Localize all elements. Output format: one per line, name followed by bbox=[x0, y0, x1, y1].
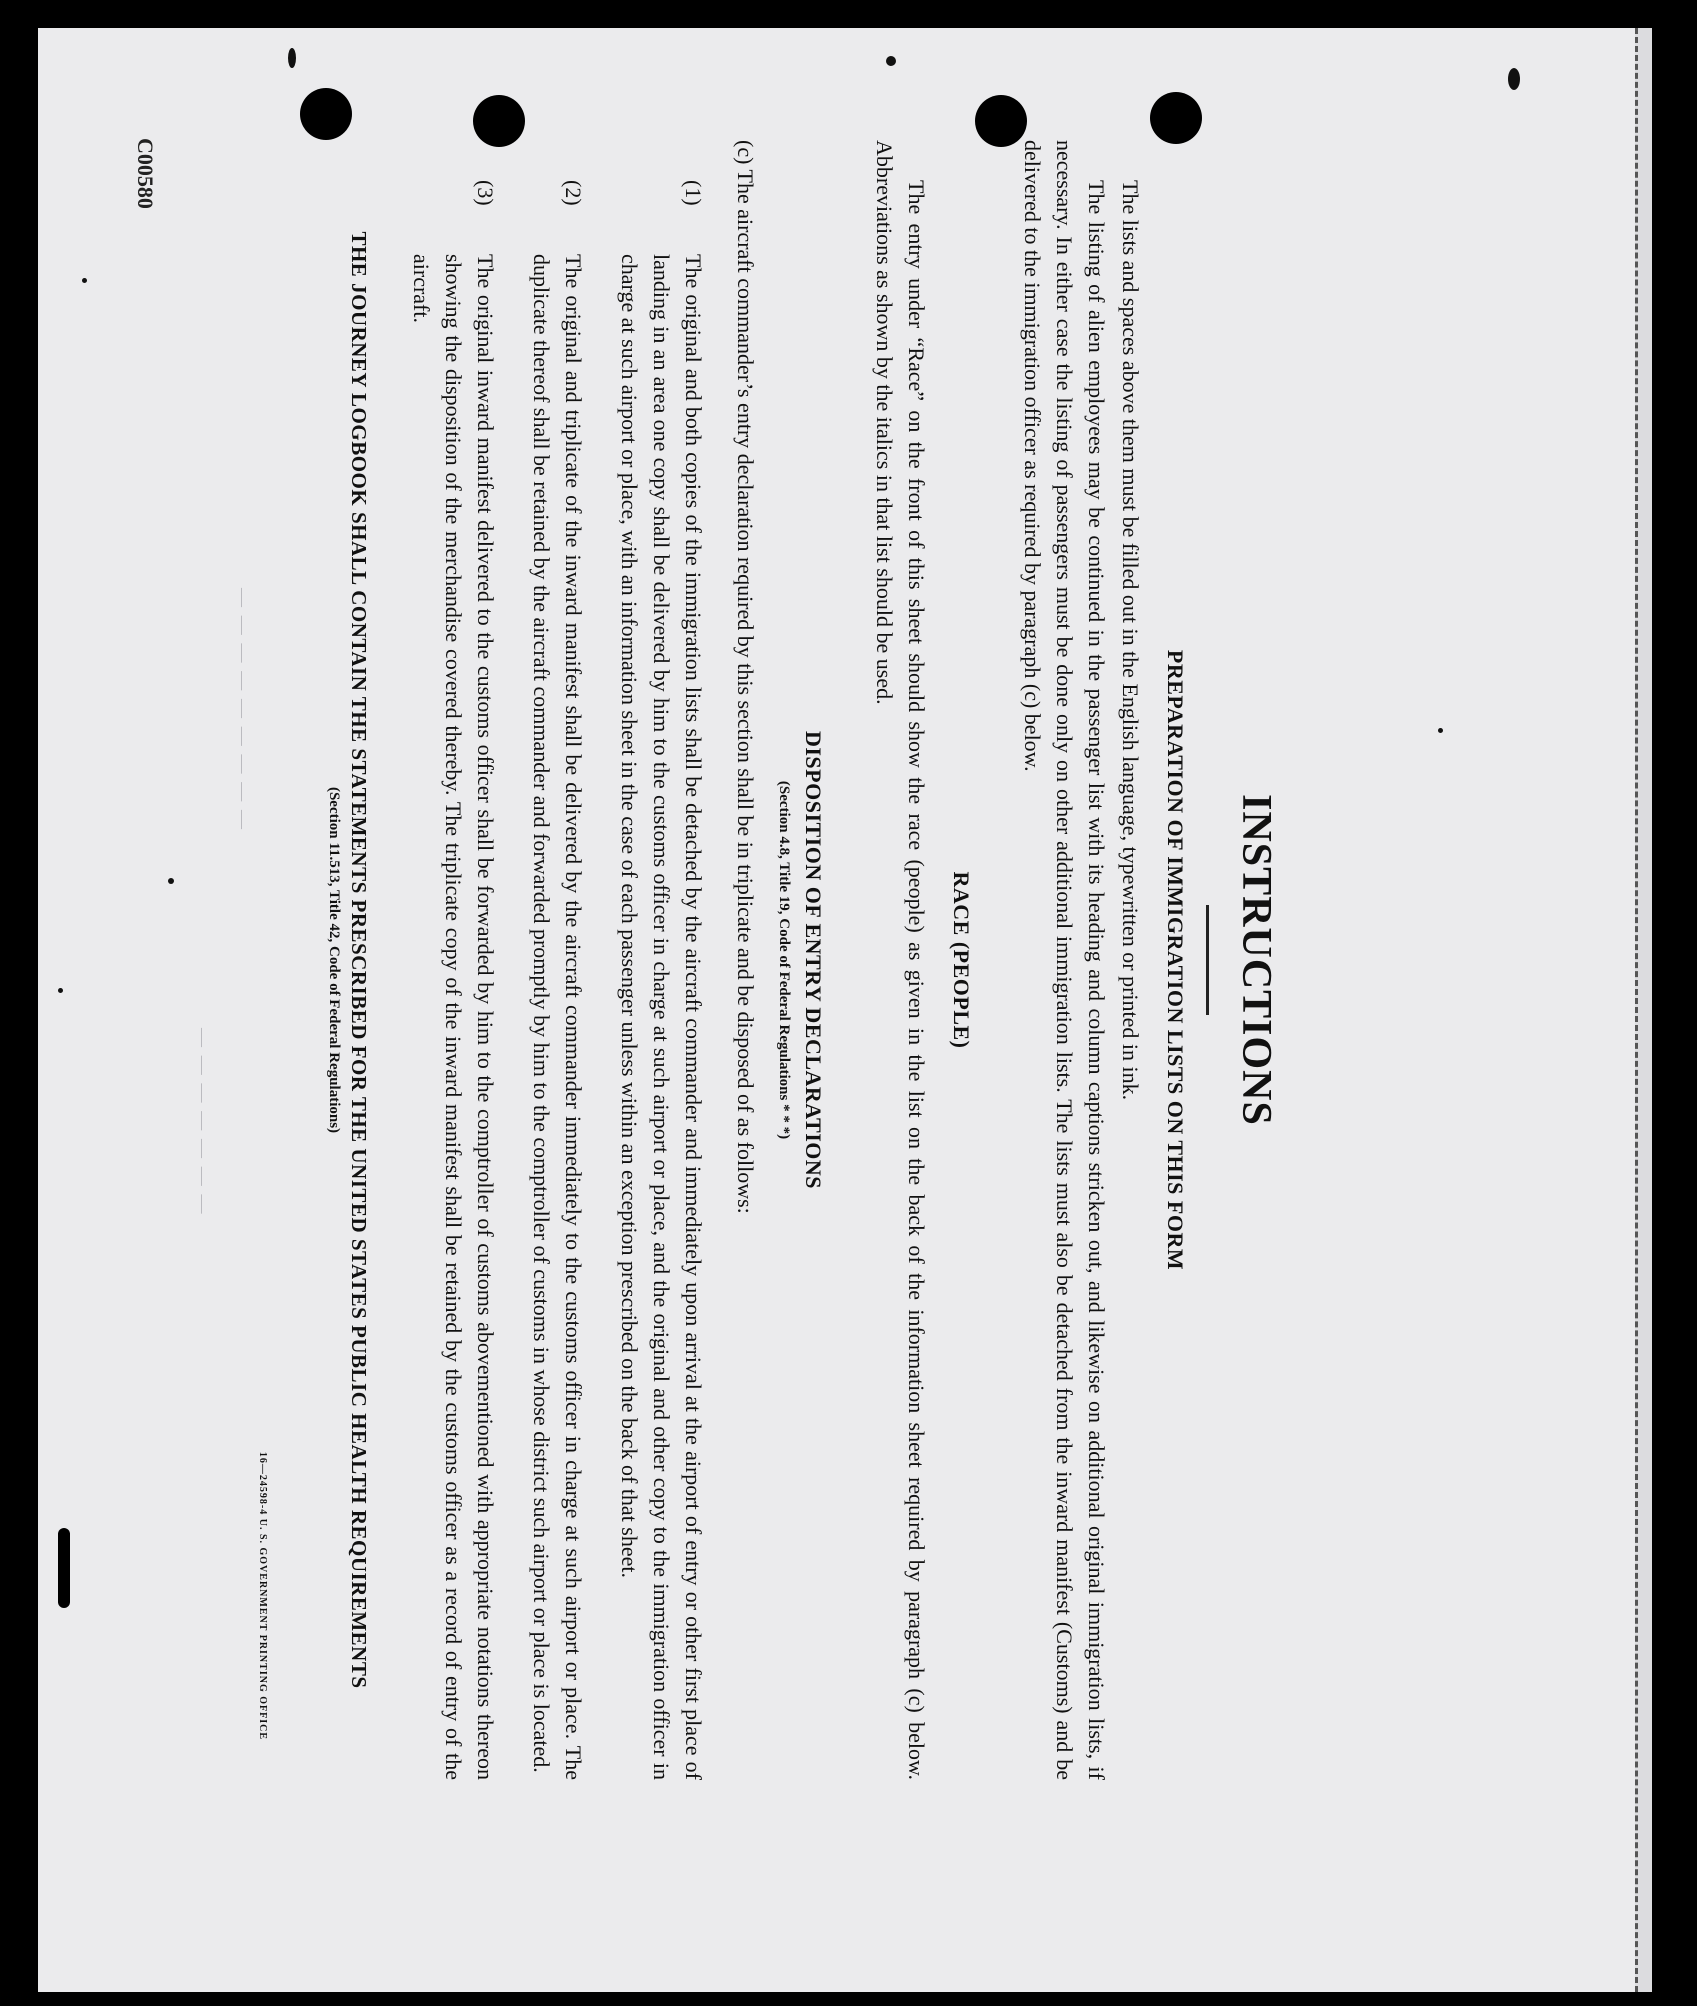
item-number: (2) bbox=[561, 180, 586, 206]
logbook-citation: (Section 11.513, Title 42, Code of Federal Regulations) bbox=[326, 786, 342, 1134]
speck bbox=[1508, 68, 1520, 90]
item-number: (1) bbox=[681, 180, 706, 206]
punch-hole bbox=[300, 88, 352, 140]
speck bbox=[168, 878, 174, 884]
item-number: (3) bbox=[473, 180, 498, 206]
section-heading-race: RACE (PEOPLE) bbox=[949, 871, 974, 1049]
prep-paragraph-1: The lists and spaces above them must be filled out in the English language, typewritten or printed in ink. bbox=[1118, 180, 1143, 1101]
speck bbox=[58, 988, 63, 993]
speck bbox=[288, 48, 296, 68]
race-paragraph: The entry under “Race” on the front of this sheet should show the race (people) as given in the list on the back of the information sheet required by paragraph (c) below. Abbreviations as shown by the italics in that list should be used. bbox=[872, 140, 929, 1780]
speck bbox=[886, 56, 896, 66]
disposition-intro: (c) The aircraft commander’s entry declaration required by this section shall be in triplicate and be disposed of as follows: bbox=[733, 140, 758, 1214]
item-text: The original and triplicate of the inward manifest shall be delivered by the aircraft commander immediately to the customs officer in charge at such airport or place. The duplicate thereof shall be retained by the aircraft commander and forwarded promptly by him to the comptroller of customs in whose district such airport or place is located. bbox=[529, 254, 586, 1780]
section-heading-disposition: DISPOSITION OF ENTRY DECLARATIONS bbox=[801, 730, 826, 1190]
disposition-item bbox=[525, 140, 589, 1780]
section-heading-prep: PREPARATION OF IMMIGRATION LISTS ON THIS FORM bbox=[1163, 649, 1188, 1271]
speck bbox=[82, 278, 87, 283]
perforated-edge bbox=[1635, 28, 1652, 1992]
margin-mark bbox=[58, 1528, 70, 1608]
prep-paragraph-2: The listing of alien employees may be continued in the passenger list with its heading and column captions stricken out, and likewise on additional original immigration lists, if necessary. In either case the listing of passengers must be done only on other additional immigration lists. The lists must also be detached from the inward manifest (Customs) and be delivered to the immigration officer as required by paragraph (c) below. bbox=[1020, 140, 1109, 1780]
logbook-heading: THE JOURNEY LOGBOOK SHALL CONTAIN THE STATEMENTS PRESCRIBED FOR THE UNITED STATES PUBLIC HEALTH REQUIREMENTS bbox=[347, 231, 371, 1689]
file-stamp: C00580 bbox=[133, 138, 158, 209]
item-text: The original inward manifest delivered to the customs officer shall be forwarded by him to the comptroller of customs abovementioned with appropriate notations thereon showing the disposition of the merchandise covered thereby. The triplicate copy of the inward manifest shall be retained by the customs officer as a record of entry of the aircraft. bbox=[409, 254, 498, 1780]
instructions-text bbox=[257, 140, 1397, 1780]
bleed-through: — — — — — — — bbox=[192, 1028, 213, 1216]
page-title: INSTRUCTIONS bbox=[1233, 794, 1279, 1126]
title-rule bbox=[1206, 905, 1209, 1015]
disposition-item bbox=[613, 140, 709, 1780]
speck bbox=[1438, 728, 1443, 733]
punch-hole bbox=[1150, 92, 1202, 144]
bleed-through: — — — — — — — — — bbox=[232, 588, 253, 831]
disposition-item bbox=[405, 140, 501, 1780]
item-text: The original and both copies of the immigration lists shall be detached by the aircraft commander and immediately upon arrival at the airport of entry or other first place of landing in an area one copy shall be delivered by him to the customs officer in charge at such airport or place, and the original and other copy to the immigration officer in charge at such airport or place, with an information sheet in the case of each passenger unless within an exception prescribed on the back of that sheet. bbox=[617, 254, 706, 1780]
disposition-citation: (Section 4.8, Title 19, Code of Federal Regulations * * *) bbox=[776, 780, 792, 1140]
printer-imprint: 16—24598-4 U. S. GOVERNMENT PRINTING OFFICE bbox=[257, 1451, 268, 1740]
